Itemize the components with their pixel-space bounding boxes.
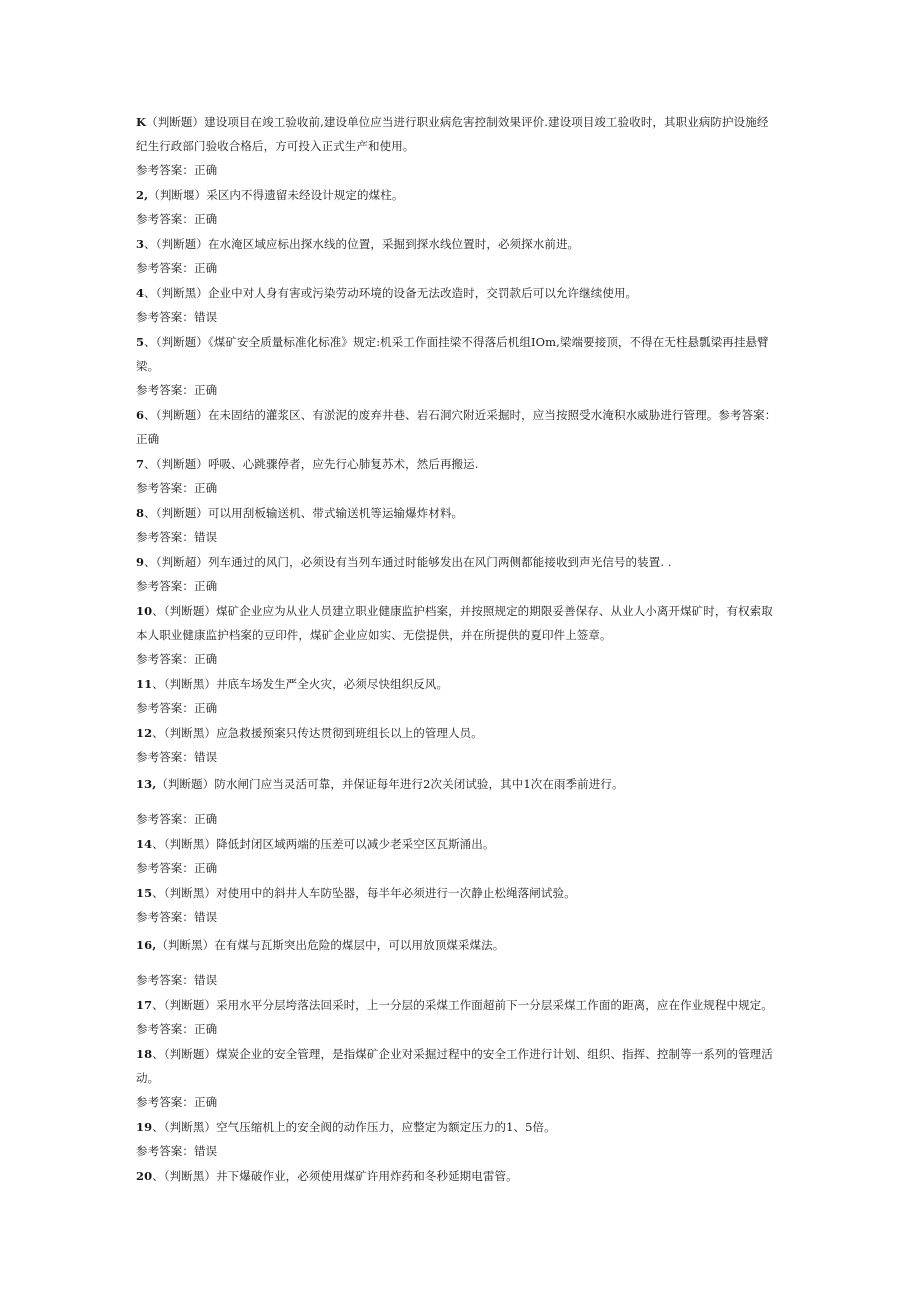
question-separator: 、（ <box>144 555 162 569</box>
question-body: 判断超）列车通过的风门，必须设有当列车通过时能够发出在风门两侧都能接收到声光信号的装置. . <box>161 555 672 569</box>
question-body: 判断黑）在有煤与瓦斯突出危险的煤层中，可以用放顶煤采煤法。 <box>167 938 505 952</box>
answer-line: 参考答案：错误 <box>136 750 218 764</box>
answer-line: 参考答案：正确 <box>136 701 218 715</box>
question-number: 12 <box>136 726 153 740</box>
question-separator: 、（ <box>144 506 162 520</box>
question-text <box>136 456 786 472</box>
question-text <box>136 114 786 130</box>
question-text <box>136 285 786 301</box>
question-separator: 、（ <box>152 837 170 851</box>
question-separator: （ <box>148 188 160 202</box>
question-separator: 、（ <box>152 1169 170 1183</box>
question-body: 判断黑）井下爆破作业，必须使用煤矿许用炸药和冬秒延期电雷管。 <box>169 1169 518 1183</box>
answer-line: 参考答案：正确 <box>136 652 218 666</box>
question-text-continued: 动。 <box>136 1071 160 1085</box>
question-body: 判断题）煤炭企业的安全管理，是指煤矿企业对采掘过程中的安全工作进行计划、组织、指挥、控制等一系列的管理活 <box>169 1047 773 1061</box>
question-body: 判断黑）降低封闭区域两端的压差可以减少老采空区瓦斯涌出。 <box>169 837 495 851</box>
question-text <box>136 236 786 252</box>
question-number: 13, <box>136 777 157 791</box>
question-number: 5 <box>136 335 145 349</box>
question-text <box>136 1046 786 1062</box>
answer-line: 参考答案：错误 <box>136 910 218 924</box>
question-separator: 、（ <box>144 237 162 251</box>
question-separator: 、（ <box>152 1047 170 1061</box>
answer-line: 参考答案：正确 <box>136 481 218 495</box>
answer-line: 参考答案：正确 <box>136 812 218 826</box>
question-separator: 、（ <box>144 457 162 471</box>
question-text <box>136 187 786 203</box>
question-number: 9 <box>136 555 145 569</box>
question-text <box>136 1168 786 1184</box>
answer-line: 参考答案：错误 <box>136 973 218 987</box>
question-number: 10 <box>136 604 153 618</box>
question-body: 判断黑）井底车场发生严全火灾，必须尽快组织反风。 <box>169 677 449 691</box>
question-body: 判断题）在水淹区域应标出探水线的位置，采掘到探水线位置时，必须探水前进。 <box>161 237 580 251</box>
question-text <box>136 505 786 521</box>
question-body: 判断题）《煤矿安全质量标准化标准》规定:机采工作面挂梁不得落后机组IOm,梁端要接顶，不得在无柱悬瓢梁再挂悬臂 <box>161 335 769 349</box>
answer-line: 参考答案：正确 <box>136 261 218 275</box>
question-number: K <box>136 115 147 129</box>
question-number: 16, <box>136 938 157 952</box>
question-body: 判断题）防水闸门应当灵活可靠，并保证每年进行2次关闭试验，其中1次在雨季前进行。 <box>167 777 624 791</box>
question-number: 17 <box>136 998 153 1012</box>
question-text <box>136 725 786 741</box>
question-separator: 、（ <box>152 726 170 740</box>
answer-line: 参考答案：错误 <box>136 1144 218 1158</box>
question-separator: 、（ <box>144 335 162 349</box>
answer-line: 参考答案：正确 <box>136 383 218 397</box>
question-text-continued: 正确 <box>136 432 160 446</box>
question-text-continued: 纪生行政部门验收合格后，方可投入正式生产和使用。 <box>136 139 415 153</box>
question-body: 判断题）呼吸、心跳骤停者，应先行心肺复苏术，然后再搬运. <box>161 457 479 471</box>
question-number: 18 <box>136 1047 153 1061</box>
question-number: 2, <box>136 188 149 202</box>
question-separator: 、（ <box>152 998 170 1012</box>
question-text-continued: 梁。 <box>136 359 160 373</box>
question-number: 11 <box>136 677 153 691</box>
question-body: 判断黑）对使用中的斜井人车防坠器，每半年必须进行一次静止松绳落闸试验。 <box>169 886 576 900</box>
question-text <box>136 676 786 692</box>
question-text <box>136 554 786 570</box>
question-separator: 、（ <box>152 1120 170 1134</box>
question-separator: 、（ <box>144 286 162 300</box>
question-body: 判断黑）空气压缩机上的安全阀的动作压力，应整定为额定压力的1、5倍。 <box>169 1120 556 1134</box>
question-number: 3 <box>136 237 145 251</box>
question-number: 7 <box>136 457 145 471</box>
question-body: 判断题）采用水平分层垮落法回采时，上一分层的采煤工作面超前下一分层采煤工作面的距离，应在作业规程中规定。 <box>169 998 773 1012</box>
question-text <box>136 776 786 792</box>
answer-line: 参考答案：正确 <box>136 212 218 226</box>
question-separator: （ <box>146 115 158 129</box>
question-text <box>136 407 786 423</box>
answer-line: 参考答案：正确 <box>136 1095 218 1109</box>
question-text-continued: 本人职业健康监护档案的豆印件，煤矿企业应如实、无偿提供，并在所提供的夏印件上签章。 <box>136 628 612 642</box>
question-body: 判断题）建设项目在竣工验收前,建设单位应当进行职业病危害控制效果评价.建设项目竣工验收时，其职业病防护设施经 <box>157 115 769 129</box>
question-body: 判断堰）采区内不得遗留未经设计规定的煤柱。 <box>159 188 404 202</box>
question-number: 14 <box>136 837 153 851</box>
answer-line: 参考答案：正确 <box>136 163 218 177</box>
question-separator: 、（ <box>152 886 170 900</box>
answer-line: 参考答案：错误 <box>136 530 218 544</box>
answer-line: 参考答案：正确 <box>136 1022 218 1036</box>
question-number: 8 <box>136 506 145 520</box>
question-separator: （ <box>156 938 168 952</box>
question-text <box>136 1119 786 1135</box>
question-separator: （ <box>156 777 168 791</box>
question-text <box>136 937 786 953</box>
question-separator: 、（ <box>152 677 170 691</box>
question-text <box>136 885 786 901</box>
question-number: 6 <box>136 408 145 422</box>
answer-line: 参考答案：正确 <box>136 579 218 593</box>
question-body: 判断题）可以用刮板输送机、带式输送机等运输爆炸材料。 <box>161 506 464 520</box>
question-text <box>136 997 786 1013</box>
question-number: 20 <box>136 1169 153 1183</box>
question-number: 15 <box>136 886 153 900</box>
question-number: 19 <box>136 1120 153 1134</box>
question-body: 判断黑）应急救援预案只传达贯彻到班组长以上的管理人员。 <box>169 726 483 740</box>
question-separator: 、（ <box>144 408 162 422</box>
question-text <box>136 836 786 852</box>
question-body: 判断题）煤矿企业应为从业人员建立职业健康监护档案，并按照规定的期限妥善保存、从业人小离开煤矿时，有权索取 <box>169 604 773 618</box>
question-text <box>136 334 786 350</box>
answer-line: 参考答案：错误 <box>136 310 218 324</box>
question-number: 4 <box>136 286 145 300</box>
question-text <box>136 603 786 619</box>
question-separator: 、（ <box>152 604 170 618</box>
question-body: 判断黑）企业中对人身有害或污染劳动环境的设备无法改造时，交罚款后可以允许继续使用。 <box>161 286 638 300</box>
question-body: 判断题）在未固结的灌浆区、有淤泥的废弃井巷、岩石洞穴附近采掘时，应当按照受水淹积水威胁进行管理。参考答案： <box>161 408 777 422</box>
answer-line: 参考答案：正确 <box>136 861 218 875</box>
